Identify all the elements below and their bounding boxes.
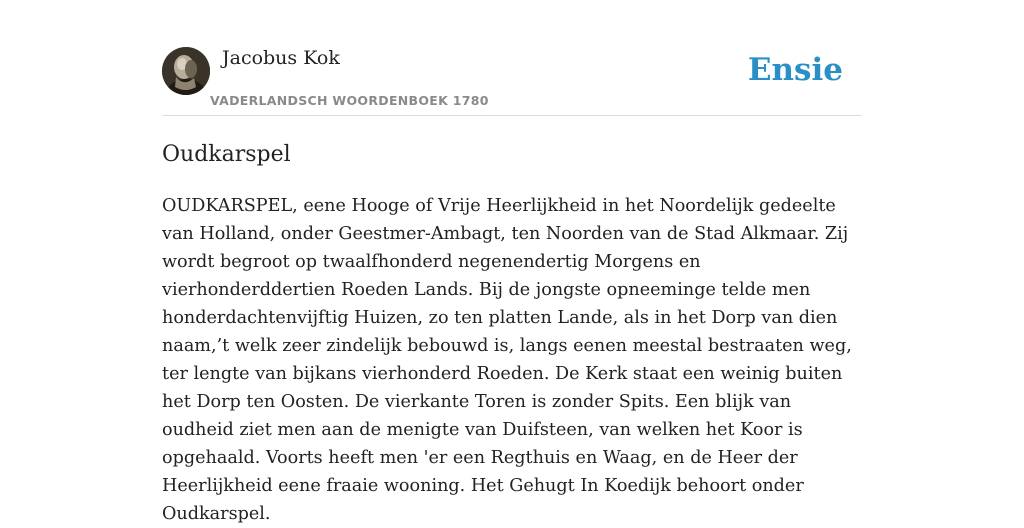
entry-title: Oudkarspel (162, 142, 291, 167)
author-name[interactable]: Jacobus Kok (222, 47, 340, 69)
author-avatar[interactable] (162, 47, 210, 95)
header-divider (162, 115, 862, 116)
entry-body: OUDKARSPEL, eene Hooge of Vrije Heerlijkheid in het Noordelijk gedeelte van Holland, onder Geestmer-Ambagt, ten Noorden van de Stad Alkmaar. Zij wordt begroot op twaalfhonderd negenendertig Morgens en vierhonderddertien Roeden Lands. Bij de jongste opneeminge telde men honderdachtenvijftig Huizen, zo ten platten Lande, als in het Dorp van dien naam,’t welk zeer zindelijk bebouwd is, langs eenen meestal bestraaten weg, ter lengte van bijkans vierhonderd Roeden. De Kerk staat een weinig buiten het Dorp ten Oosten. De vierkante Toren is zonder Spits. Een blijk van oudheid ziet men aan de menigte van Duifsteen, van welken het Koor is opgehaald. Voorts heeft men 'er een Regthuis en Waag, en de Heer der Heerlijkheid eene fraaie wooning. Het Gehugt In Koedijk behoort onder Oudkarspel. (162, 196, 852, 524)
ensie-logo[interactable]: Ensie (747, 52, 843, 88)
portrait-icon (162, 47, 210, 95)
source-label: VADERLANDSCH WOORDENBOEK 1780 (210, 93, 489, 108)
